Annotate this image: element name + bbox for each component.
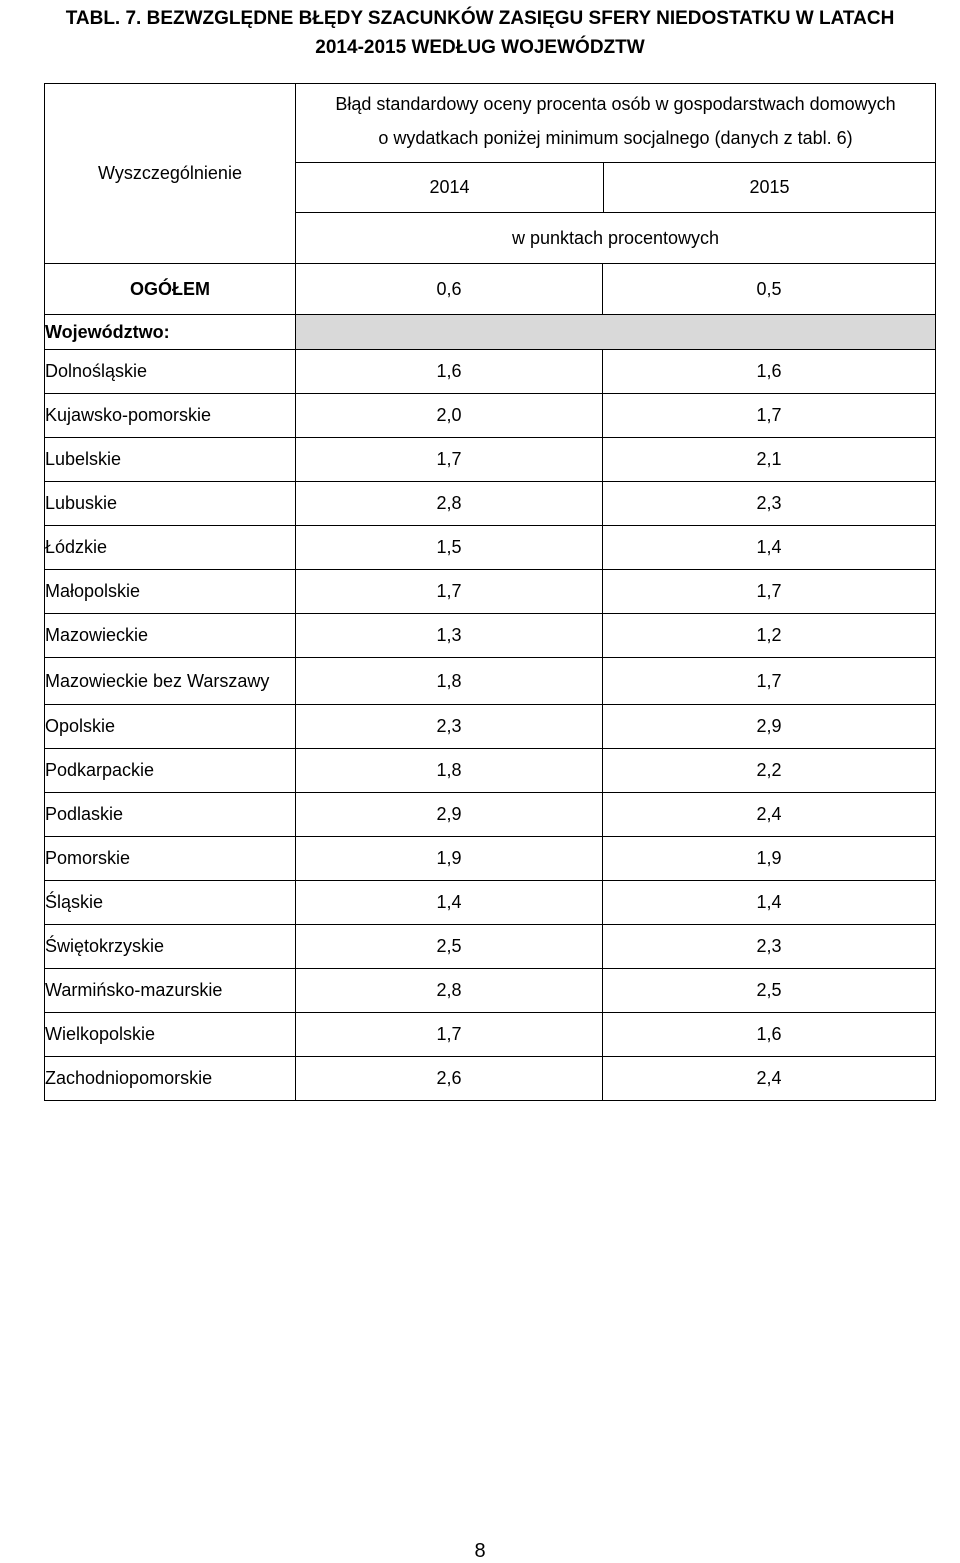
value-2014: 1,9	[296, 837, 603, 881]
unit-label: w punktach procentowych	[511, 227, 720, 248]
value-2015: 2,3	[603, 482, 936, 526]
table-row	[45, 438, 936, 482]
value-2014: 2,6	[296, 1057, 603, 1101]
header-line1: Błąd standardowy oceny procenta osób w gospodarstwach domowych	[335, 94, 896, 114]
column-label-cell	[45, 84, 296, 264]
value-2014: 2,8	[296, 969, 603, 1013]
table-row	[45, 658, 936, 705]
table-title	[0, 4, 960, 62]
voivodeship-name: Pomorskie	[45, 837, 296, 881]
value-2015: 1,9	[603, 837, 936, 881]
value-2015: 1,7	[603, 394, 936, 438]
table-row	[45, 925, 936, 969]
table-row	[45, 350, 936, 394]
table-row	[45, 394, 936, 438]
table-row	[45, 749, 936, 793]
voivodeship-name: Świętokrzyskie	[45, 925, 296, 969]
voivodeship-name: Łódzkie	[45, 526, 296, 570]
voivodeship-name: Podlaskie	[45, 793, 296, 837]
column-label: Wyszczególnienie	[98, 163, 242, 183]
value-2014: 1,7	[296, 438, 603, 482]
table-row	[45, 837, 936, 881]
voivodeship-name: Dolnośląskie	[45, 350, 296, 394]
value-2015: 1,6	[603, 350, 936, 394]
total-label: OGÓŁEM	[45, 264, 296, 315]
value-2015: 1,2	[603, 614, 936, 658]
table-row	[45, 1013, 936, 1057]
value-2015: 1,4	[603, 881, 936, 925]
voivodeship-rows	[45, 350, 936, 1101]
table-row	[45, 881, 936, 925]
value-2014: 1,4	[296, 881, 603, 925]
voivodeship-name: Wielkopolskie	[45, 1013, 296, 1057]
section-label: Województwo:	[45, 315, 296, 350]
table-title-line2: 2014-2015 WEDŁUG WOJEWÓDZTW	[315, 37, 645, 58]
value-2014: 1,3	[296, 614, 603, 658]
voivodeship-name: Mazowieckie	[45, 614, 296, 658]
value-2014: 2,3	[296, 705, 603, 749]
value-2015: 2,9	[603, 705, 936, 749]
value-2014: 2,8	[296, 482, 603, 526]
table-row	[45, 793, 936, 837]
voivodeship-name: Małopolskie	[45, 570, 296, 614]
data-table	[44, 83, 936, 1101]
value-2014: 2,9	[296, 793, 603, 837]
value-2014: 1,5	[296, 526, 603, 570]
total-value-2015: 0,5	[603, 264, 936, 315]
value-2015: 2,4	[603, 1057, 936, 1101]
section-row	[45, 315, 936, 350]
voivodeship-name: Śląskie	[45, 881, 296, 925]
table-row	[45, 570, 936, 614]
header-line2: o wydatkach poniżej minimum socjalnego (danych z tabl. 6)	[378, 128, 853, 148]
value-2015: 1,4	[603, 526, 936, 570]
table-row	[45, 705, 936, 749]
voivodeship-name: Warmińsko-mazurskie	[45, 969, 296, 1013]
header-row	[45, 84, 936, 213]
header-cell	[296, 84, 936, 213]
value-2015: 2,5	[603, 969, 936, 1013]
section-shaded-cell	[296, 315, 936, 350]
table-title-line1: TABL. 7. BEZWZGLĘDNE BŁĘDY SZACUNKÓW ZASIĘGU SFERY NIEDOSTATKU W LATACH	[65, 8, 895, 29]
value-2014: 1,6	[296, 350, 603, 394]
value-2014: 2,5	[296, 925, 603, 969]
value-2014: 1,8	[296, 749, 603, 793]
voivodeship-name: Lubuskie	[45, 482, 296, 526]
value-2015: 1,7	[603, 570, 936, 614]
value-2015: 1,6	[603, 1013, 936, 1057]
value-2014: 1,7	[296, 570, 603, 614]
value-2015: 2,4	[603, 793, 936, 837]
voivodeship-name: Podkarpackie	[45, 749, 296, 793]
page-number: 8	[474, 1540, 486, 1562]
value-2014: 1,8	[296, 658, 603, 705]
value-2015: 2,1	[603, 438, 936, 482]
voivodeship-name: Zachodniopomorskie	[45, 1057, 296, 1101]
voivodeship-name: Mazowieckie bez Warszawy	[45, 658, 296, 705]
total-value-2014: 0,6	[296, 264, 603, 315]
year-2015-header: 2015	[749, 177, 790, 197]
unit-cell	[296, 213, 936, 264]
value-2015: 1,7	[603, 658, 936, 705]
table-row	[45, 526, 936, 570]
value-2015: 2,2	[603, 749, 936, 793]
value-2014: 1,7	[296, 1013, 603, 1057]
year-header	[296, 162, 935, 212]
voivodeship-name: Opolskie	[45, 705, 296, 749]
total-row	[45, 264, 936, 315]
value-2015: 2,3	[603, 925, 936, 969]
table-row	[45, 969, 936, 1013]
table-row	[45, 614, 936, 658]
table-row	[45, 1057, 936, 1101]
voivodeship-name: Lubelskie	[45, 438, 296, 482]
voivodeship-name: Kujawsko-pomorskie	[45, 394, 296, 438]
value-2014: 2,0	[296, 394, 603, 438]
table-row	[45, 482, 936, 526]
year-2014-header: 2014	[296, 163, 604, 212]
